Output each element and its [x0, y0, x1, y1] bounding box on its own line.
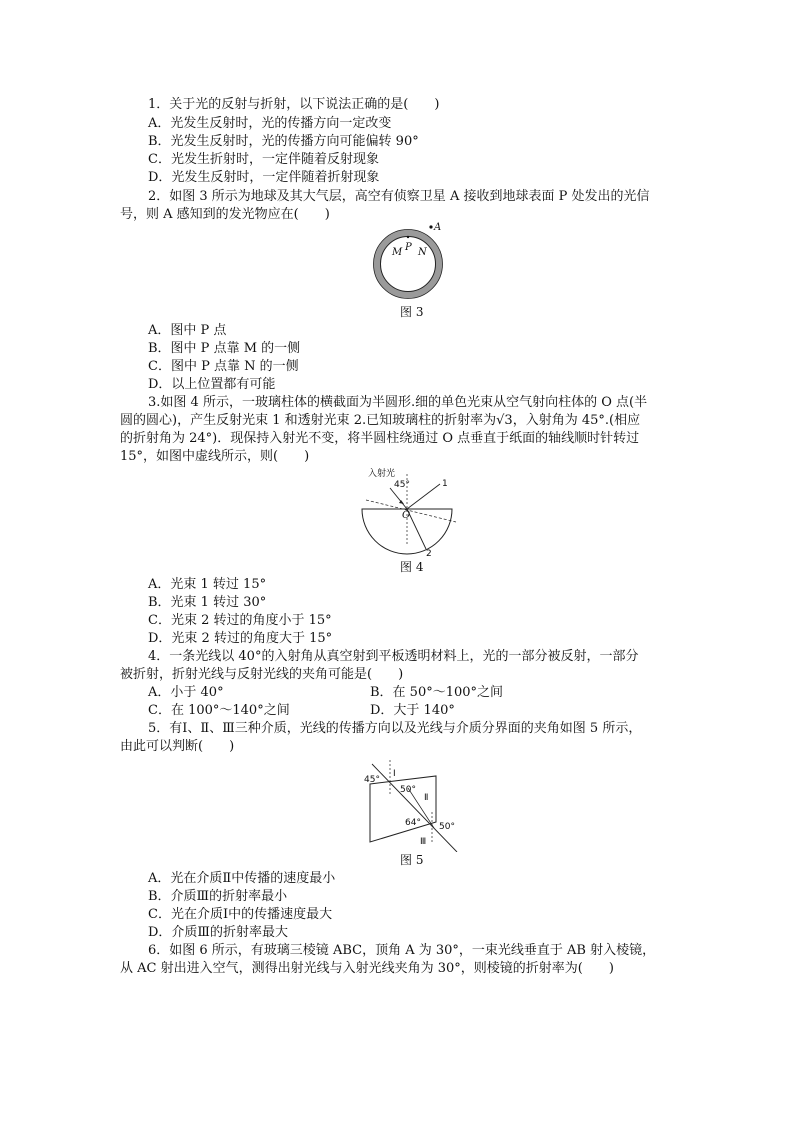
question-3-option-c: C．光束 2 转过的角度小于 15°: [148, 613, 332, 628]
figure-5-media-diagram: [362, 758, 460, 852]
question-4-stem-cont: 被折射，折射光线与反射光线的夹角可能是( ): [120, 667, 404, 682]
beam-2-label: 2: [426, 549, 432, 558]
satellite-a-label: A: [434, 222, 442, 233]
angle-50-top-label: 50°: [400, 785, 416, 795]
angle-45-label: 45°: [364, 775, 380, 785]
question-6-stem-cont: 从 AC 射出进入空气，测得出射光线与入射光线夹角为 30°，则棱镜的折射率为( ): [120, 961, 614, 976]
point-m-label: M: [392, 247, 403, 258]
question-3-option-b: B．光束 1 转过 30°: [148, 595, 267, 610]
point-o-label: O: [402, 510, 411, 521]
question-5-stem: 5．有Ⅰ、Ⅱ、Ⅲ三种介质，光线的传播方向以及光线与介质分界面的夹角如图 5 所示，: [148, 721, 642, 736]
question-3-stem: 3.如图 4 所示，一玻璃柱体的横截面为半圆形.细的单色光束从空气射向柱体的 O 点(半: [148, 395, 648, 410]
beam-1-label: 1: [442, 479, 448, 489]
incident-ray: [390, 488, 407, 509]
question-4-option-b: B．在 50°～100°之间: [370, 685, 504, 700]
angle-50-bottom-label: 50°: [439, 822, 455, 832]
question-1-option-c: C．光发生折射时，一定伴随着反射现象: [148, 152, 379, 167]
question-4-option-c: C．在 100°～140°之间: [148, 703, 290, 718]
question-2-stem: 2．如图 3 所示为地球及其大气层，高空有侦察卫星 A 接收到地球表面 P 处发出的光信: [148, 189, 650, 204]
incident-light-label: 入射光: [368, 469, 396, 479]
question-3-stem-cont-2: 的折射角为 24°)．现保持入射光不变，将半圆柱绕通过 O 点垂直于纸面的轴线顺时针转过: [120, 431, 640, 446]
question-2-option-a: A．图中 P 点: [148, 323, 227, 338]
angle-64-label: 64°: [405, 818, 421, 828]
reflected-ray-1: [407, 484, 440, 509]
question-1-option-b: B．光发生反射时，光的传播方向可能偏转 90°: [148, 134, 419, 149]
light-path: [372, 764, 457, 852]
figure-3-earth-diagram: [372, 222, 448, 302]
point-n-label: N: [418, 247, 427, 258]
question-5-option-b: B．介质Ⅲ的折射率最小: [148, 889, 288, 904]
question-3-option-d: D．光束 2 转过的角度大于 15°: [148, 631, 333, 646]
question-4-option-d: D．大于 140°: [370, 703, 455, 718]
question-5-stem-cont: 由此可以判断( ): [120, 739, 235, 754]
question-1-option-a: A．光发生反射时，光的传播方向一定改变: [148, 116, 392, 131]
medium-2-label: Ⅱ: [424, 793, 429, 803]
question-1-option-d: D．光发生反射时，一定伴随着折射现象: [148, 170, 380, 185]
question-5-option-d: D．介质Ⅲ的折射率最大: [148, 925, 288, 940]
satellite-a-dot: [429, 225, 432, 228]
medium-3-label: Ⅲ: [420, 837, 427, 847]
figure-3-caption: 图 3: [400, 305, 424, 319]
angle-45-label: 45°: [394, 480, 410, 490]
question-1-stem: 1．关于光的反射与折射，以下说法正确的是( ): [148, 97, 440, 112]
question-2-option-d: D．以上位置都有可能: [148, 377, 276, 392]
medium-1-label: Ⅰ: [393, 769, 396, 779]
rotated-surface-dashed: [366, 500, 456, 522]
question-5-option-a: A．光在介质Ⅱ中传播的速度最小: [148, 871, 336, 886]
question-6-stem: 6．如图 6 所示，有玻璃三棱镜 ABC，顶角 A 为 30°，一束光线垂直于 AB 射入棱镜，: [148, 943, 656, 958]
question-3-stem-cont-1: 圆的圆心)，产生反射光束 1 和透射光束 2.已知玻璃柱的折射率为√3，入射角为 45°.(相应: [120, 413, 641, 428]
atmosphere-edge: [374, 230, 443, 299]
figure-4-semicircle-diagram: [360, 466, 460, 558]
figure-4-caption: 图 4: [400, 560, 424, 574]
question-3-stem-cont-3: 15°，如图中虚线所示，则( ): [120, 449, 310, 464]
question-2-stem-cont: 号，则 A 感知到的发光物应在( ): [120, 207, 330, 222]
question-4-option-a: A．小于 40°: [148, 685, 224, 700]
figure-5-caption: 图 5: [400, 853, 424, 867]
point-p-label: P: [405, 242, 412, 253]
question-2-option-c: C．图中 P 点靠 N 的一侧: [148, 359, 299, 374]
point-p-dot: [407, 236, 409, 238]
question-5-option-c: C．光在介质Ⅰ中的传播速度最大: [148, 907, 333, 922]
question-2-option-b: B．图中 P 点靠 M 的一侧: [148, 341, 301, 356]
question-3-option-a: A．光束 1 转过 15°: [148, 577, 267, 592]
question-4-stem: 4．一条光线以 40°的入射角从真空射到平板透明材料上，光的一部分被反射，一部分: [148, 649, 639, 664]
